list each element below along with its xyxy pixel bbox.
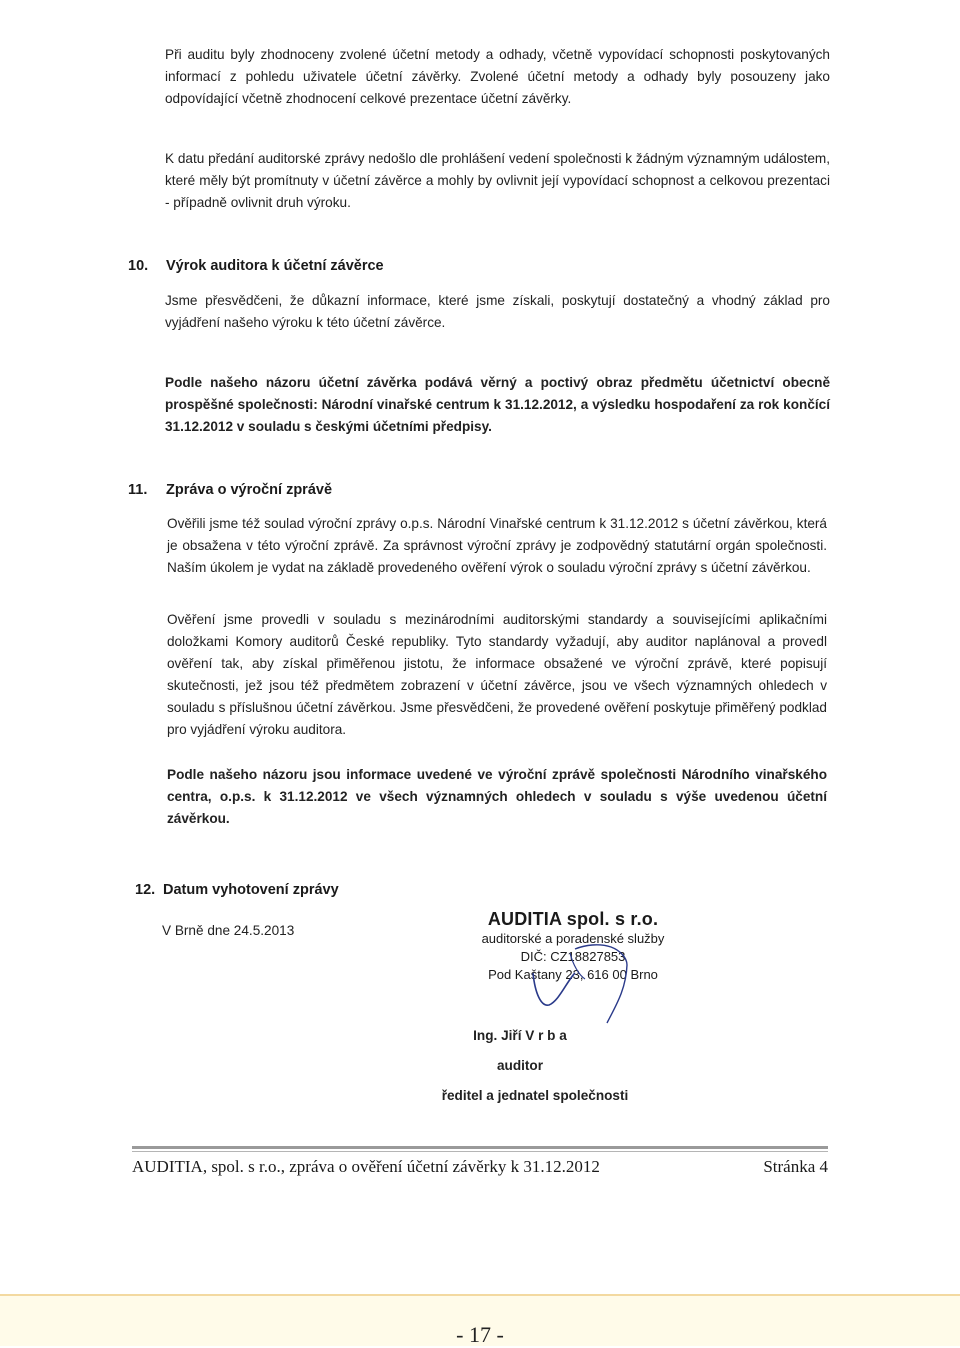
signatory-name: Ing. Jiří V r b a [473, 1028, 567, 1043]
stamp-tax-id: DIČ: CZ18827853 [520, 949, 626, 964]
section-10-number: 10. [128, 258, 149, 274]
signatory-role: auditor [496, 1058, 544, 1073]
section-10-heading [128, 258, 384, 274]
section-11-heading [128, 482, 332, 498]
place-and-date: V Brně dne 24.5.2013 [162, 923, 295, 938]
section-10-opinion: Podle našeho názoru účetní závěrka podává věrný a poctivý obraz předmětu účetnictví obecně prospěšné společnosti: Národní vinařské centrum k 31.12.2012, a výsledku hospodaření za rok končící 31.12.2012 v souladu s českými účetními předpisy. [165, 375, 830, 434]
section-12-heading [135, 882, 339, 898]
section-11-paragraph-2: Ověření jsme provedli v souladu s mezinárodními auditorskými standardy a souvisejícími aplikačními doložkami Komory auditorů České republiky. Tyto standardy vyžadují, aby auditor naplánoval a provedl ověření tak, aby získal přiměřenou jistotu, že informace obsažené ve výroční zprávě, které popisují skutečnosti, jež jsou též předmětem zobrazení v účetní závěrce, jsou ve všech významných ohledech v souladu s příslušnou účetní závěrkou. Jsme přesvědčeni, že provedené ověření poskytuje přiměřený podklad pro vyjádření výroku auditora. [167, 612, 827, 737]
intro-paragraph-1: Při auditu byly zhodnoceny zvolené účetní metody a odhady, včetně vypovídací schopnosti poskytovaných informací z pohledu uživatele účetní závěrky. Zvolené účetní metody a odhady byly posouzeny jako odpovídající včetně zhodnocení celkové prezentace účetní závěrky. [165, 47, 830, 106]
section-11-title: Zpráva o výroční zprávě [166, 482, 333, 498]
signatory-position: ředitel a jednatel společnosti [441, 1088, 629, 1103]
footer-rule-bottom [132, 1151, 828, 1152]
section-11-number: 11. [128, 482, 148, 498]
section-10-paragraph: Jsme přesvědčeni, že důkazní informace, které jsme získali, poskytují dostatečný a vhodný základ pro vyjádření našeho výroku k této účetní závěrce. [165, 293, 830, 330]
stamp-address: Pod Kaštany 23, 616 00 Brno [488, 967, 658, 982]
section-10-title: Výrok auditora k účetní závěrce [166, 258, 384, 274]
footer-page-label: Stránka 4 [763, 1157, 828, 1176]
page-number: - 17 - [456, 1322, 504, 1347]
intro-paragraph-2: K datu předání auditorské zprávy nedošlo dle prohlášení vedení společnosti k žádným významným událostem, které měly být promítnuty v účetní závěrce a mohly by ovlivnit její vypovídací schopnost a celkovou prezentaci - případně ovlivnit druh výroku. [165, 151, 830, 210]
section-11-paragraph-1: Ověřili jsme též soulad výroční zprávy o.p.s. Národní Vinařské centrum k 31.12.2012 s účetní závěrkou, která je obsažena v této výroční zprávě. Za správnost výroční zprávy je zodpovědný statutární orgán společnosti. Naším úkolem je vydat na základě provedeného ověření výrok o souladu výroční zprávy s účetní závěrkou. [167, 516, 827, 575]
footer-rule-top [132, 1146, 828, 1149]
section-11-opinion: Podle našeho názoru jsou informace uvedené ve výroční zprávě společnosti Národního vinařského centra, o.p.s. k 31.12.2012 ve všech významných ohledech v souladu s výše uvedenou účetní závěrkou. [167, 767, 827, 826]
stamp-company-name: AUDITIA spol. s r.o. [487, 909, 659, 929]
handwritten-signature [515, 935, 655, 1035]
section-12-title: Datum vyhotovení zprávy [163, 882, 339, 898]
footer-document-title: AUDITIA, spol. s r.o., zpráva o ověření účetní závěrky k 31.12.2012 [132, 1157, 600, 1176]
section-12-number: 12. [135, 882, 156, 898]
stamp-services: auditorské a poradenské služby [481, 931, 665, 946]
